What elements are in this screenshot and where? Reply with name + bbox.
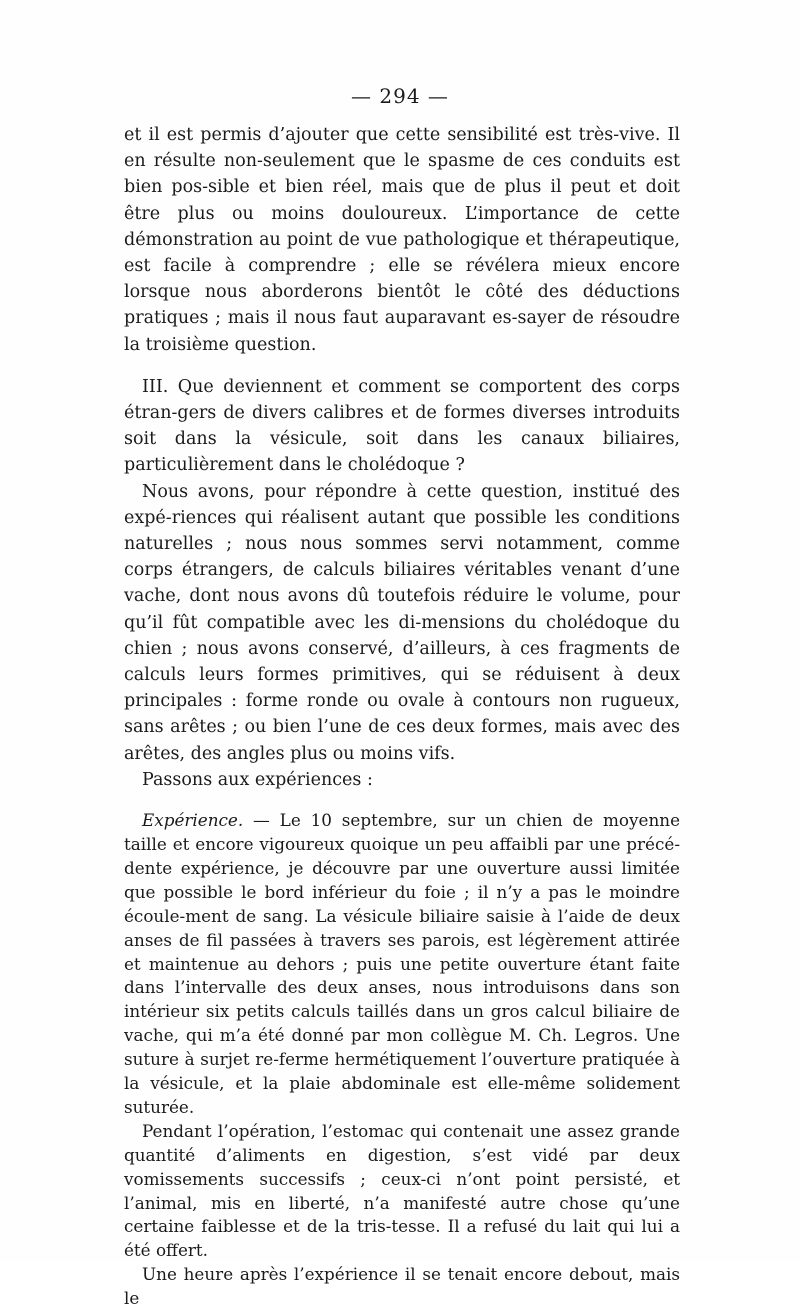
experiment-text: — Le 10 septembre, sur un chien de moyenne taille et encore vigoureux quoique un peu affaibli par une précé-dente expérience, je découvre par une ouverture aussi limitée que possible le bord inférieur du foie ; il n’y a pas le moindre écoule-ment de sang. La vésicule biliaire saisie à l’aide de deux anses de fil passées à travers ses parois, est légèrement attirée et maintenue au dehors ; puis une petite ouverture étant faite dans l’intervalle des deux anses, nous introduisons dans son intérieur six petits calculs taillés dans un gros calcul biliaire de vache, qui m’a été donné par mon collègue M. Ch. Legros. Une suture à surjet re-ferme hermétiquement l’ouverture pratiquée à la vésicule, et la plaie abdominale est elle-même solidement suturée. bbox=[124, 810, 680, 1117]
paragraph-transition: Passons aux expériences : bbox=[142, 769, 373, 790]
paragraph-operation: Pendant l’opération, l’estomac qui contenait une assez grande quantité d’aliments en digestion, s’est vidé par deux vomissements successifs ; ceux-ci n’ont point persisté, et l’animal, mis en liberté, n’a manifesté autre chose qu’une certaine faiblesse et de la tris-tesse. Il a refusé du lait qui lui a été offert. bbox=[124, 1120, 680, 1261]
paragraph-continuation: et il est permis d’ajouter que cette sensibilité est très-vive. Il en résulte non-seulement que le spasme de ces conduits est bien pos-sible et bien réel, mais que de plus il peut et doit être plus ou moins douloureux. L’importance de cette démonstration au point de vue pathologique et thérapeutique, est facile à comprendre ; elle se révélera mieux encore lorsque nous aborderons bientôt le côté des déductions pratiques ; mais il nous faut auparavant es-sayer de résoudre la troisième question. bbox=[124, 125, 680, 355]
experiment-heading: Expérience. bbox=[142, 810, 244, 831]
page-number: — 294 — bbox=[351, 84, 449, 108]
paragraph-experiment bbox=[124, 809, 680, 1120]
paragraph-question-three: III. Que deviennent et comment se comportent des corps étran-gers de divers calibres et de formes diverses introduits soit dans la vésicule, soit dans les canaux biliaires, particulièrement dans le cholédoque ? bbox=[124, 376, 680, 476]
paragraph-aftermath: Une heure après l’expérience il se tenait encore debout, mais le bbox=[124, 1264, 680, 1309]
paragraph-method: Nous avons, pour répondre à cette question, institué des expé-riences qui réalisent autant que possible les conditions naturelles ; nous nous sommes servi notamment, comme corps étrangers, de calculs biliaires véritables venant d’une vache, dont nous avons dû toutefois réduire le volume, pour qu’il fût compatible avec les di-mensions du cholédoque du chien ; nous avons conservé, d’ailleurs, à ces fragments de calculs leurs formes primitives, qui se réduisent à deux principales : forme ronde ou ovale à contours non rugueux, sans arêtes ; ou bien l’une de ces deux formes, mais avec des arêtes, des angles plus ou moins vifs. bbox=[124, 481, 680, 764]
page-body bbox=[124, 122, 680, 1311]
